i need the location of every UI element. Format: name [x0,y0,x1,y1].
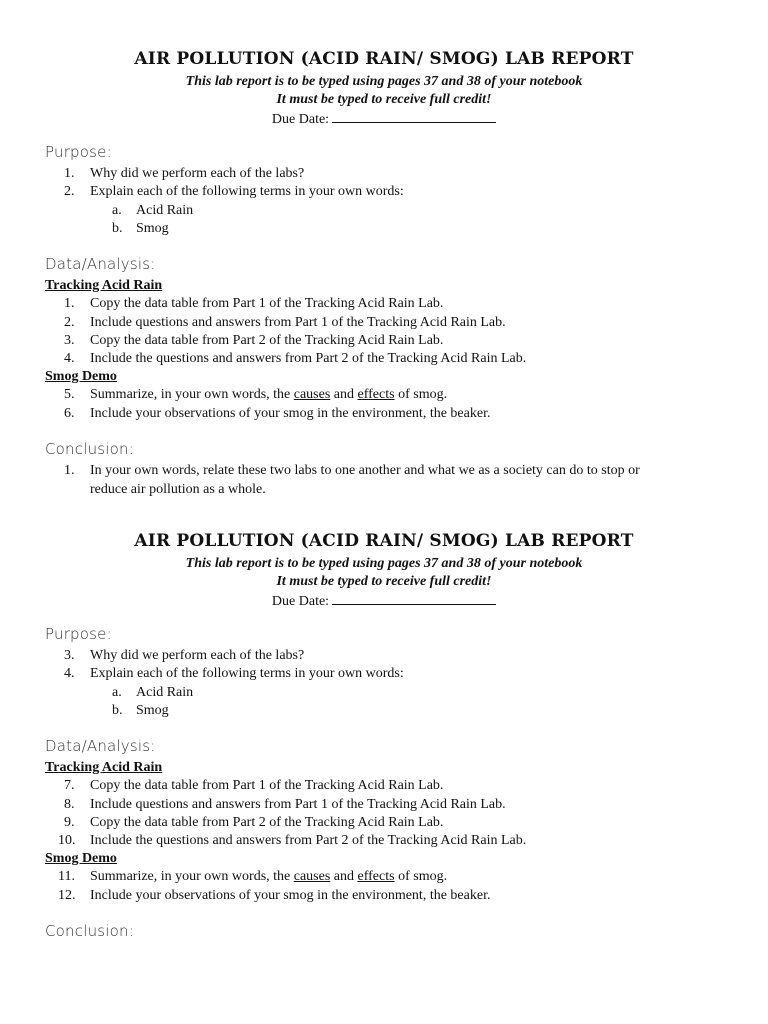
tracking-item: 1. Copy the data table from Part 1 of the Tracking Acid Rain Lab. [64,296,444,311]
report-title: AIR POLLUTION (ACID RAIN/ SMOG) LAB REPORT [134,49,634,69]
smog-item: 5. Summarize, in your own words, the causes and effects of smog. [64,387,448,402]
smog-demo-heading: Smog Demo [45,851,117,866]
purpose-item: 3. Why did we perform each of the labs? [64,648,305,663]
term-item: b. Smog [112,221,169,236]
purpose-heading: Purpose: [45,625,112,643]
purpose-heading: Purpose: [45,143,112,161]
report-instruction-pages: This lab report is to be typed using pages 37 and 38 of your notebook [185,556,583,571]
due-date-row [0,109,768,127]
purpose-item: 4. Explain each of the following terms in your own words: [64,666,404,681]
term-item: a. Acid Rain [112,685,194,700]
tracking-item: 9. Copy the data table from Part 2 of the Tracking Acid Rain Lab. [64,815,444,830]
smog-demo-heading: Smog Demo [45,369,117,384]
due-date-blank [332,591,496,605]
lab-report-first [0,45,768,497]
report-title: AIR POLLUTION (ACID RAIN/ SMOG) LAB REPORT [134,531,634,551]
tracking-item: 10. Include the questions and answers from Part 2 of the Tracking Acid Rain Lab. [58,833,527,848]
conclusion-item: 1. In your own words, relate these two labs to one another and what we as a society can do to stop or reduce air pollution as a whole. [64,463,640,497]
smog-item: 6. Include your observations of your smog in the environment, the beaker. [64,406,491,421]
term-item: a. Acid Rain [112,203,194,218]
purpose-item: 1. Why did we perform each of the labs? [64,166,305,181]
tracking-acid-rain-heading: Tracking Acid Rain [45,760,163,775]
conclusion-heading: Conclusion: [45,440,134,458]
due-date-blank [332,109,496,123]
due-date-label: Due Date: [271,594,330,609]
tracking-item: 7. Copy the data table from Part 1 of the Tracking Acid Rain Lab. [64,778,444,793]
conclusion-heading: Conclusion: [45,922,134,940]
lab-report-second [0,527,768,940]
data-analysis-heading: Data/Analysis: [45,255,156,273]
tracking-item: 8. Include questions and answers from Part 1 of the Tracking Acid Rain Lab. [64,797,506,812]
tracking-item: 2. Include questions and answers from Part 1 of the Tracking Acid Rain Lab. [64,315,506,330]
purpose-item: 2. Explain each of the following terms in your own words: [64,184,404,199]
smog-item: 12. Include your observations of your smog in the environment, the beaker. [58,888,491,903]
data-analysis-heading: Data/Analysis: [45,737,156,755]
report-instruction-typed: It must be typed to receive full credit! [276,92,492,107]
smog-item: 11. Summarize, in your own words, the causes and effects of smog. [58,869,448,884]
tracking-item: 3. Copy the data table from Part 2 of the Tracking Acid Rain Lab. [64,333,444,348]
report-instruction-typed: It must be typed to receive full credit! [276,574,492,589]
due-date-row [0,591,768,609]
due-date-label: Due Date: [271,112,330,127]
report-instruction-pages: This lab report is to be typed using pages 37 and 38 of your notebook [185,74,583,89]
tracking-acid-rain-heading: Tracking Acid Rain [45,278,163,293]
term-item: b. Smog [112,703,169,718]
tracking-item: 4. Include the questions and answers from Part 2 of the Tracking Acid Rain Lab. [64,351,527,366]
